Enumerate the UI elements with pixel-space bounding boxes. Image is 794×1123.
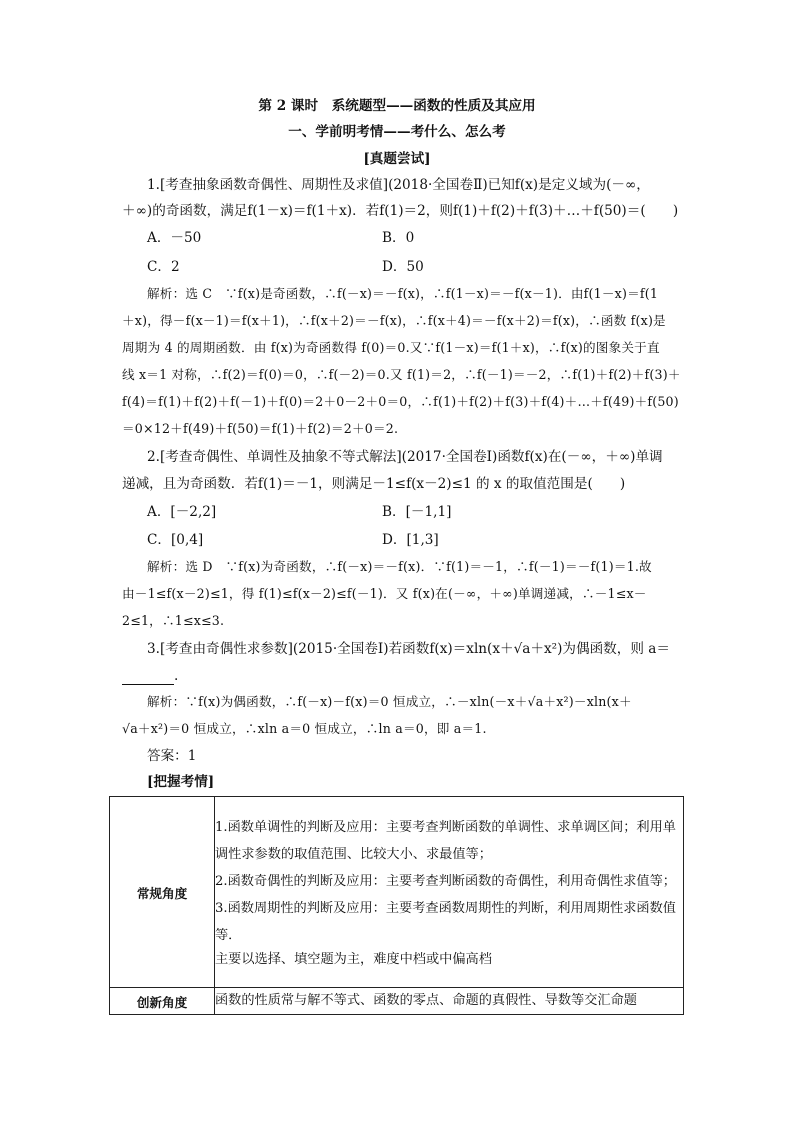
q2-option-c: C．[0,4] [147,532,204,548]
q1-stem-line1: 1.[考查抽象函数奇偶性、周期性及求值](2018·全国卷Ⅱ)已知f(x)是定义域为(－∞， [147,177,650,193]
section-heading: 一、学前明考情——考什么、怎么考 [288,124,506,140]
q3-solution-line1: 解析：∵f(x)为偶函数，∴f(－x)－f(x)＝0 恒成立，∴－xln(－x＋√a＋x²)－xln(x＋ [147,694,632,709]
q1-solution-line5: f(4)＝f(1)＋f(2)＋f(－1)＋f(0)＝2＋0－2＋0＝0，∴f(1)＋f(2)＋f(3)＋f(4)＋…＋f(49)＋f(50) [122,394,679,409]
regular-item-1: 1.函数单调性的判断及应用：主要考查判断函数的单调性、求单调区间；利用单调性求参数的取值范围、比较大小、求最值等； [215,819,676,862]
row-label-regular: 常规角度 [110,797,215,988]
q1-solution-line2: ＋x)，得－f(x－1)＝f(x＋1)，∴f(x＋2)＝－f(x)，∴f(x＋4)＝－f(x＋2)＝f(x)，∴函数 f(x)是 [122,313,666,328]
q1-solution-line1: 解析：选 C ∵f(x)是奇函数，∴f(－x)＝－f(x)，∴f(1－x)＝－f(x－1)．由f(1－x)＝f(1 [147,286,659,301]
lesson-title: 第 2 课时 系统题型——函数的性质及其应用 [258,98,536,114]
exam-analysis-table [109,796,684,1015]
q2-option-a: A．[－2,2] [147,504,217,520]
q3-answer: 答案：1 [147,748,197,764]
table-row [110,797,684,988]
table-row [110,988,684,1015]
regular-item-3: 3.函数周期性的判断及应用：主要考查函数周期性的判断，利用周期性求函数值等． [215,900,676,943]
q1-solution-line3: 周期为 4 的周期函数．由 f(x)为奇函数得 f(0)＝0.又∵f(1－x)＝f(1＋x)，∴f(x)的图象关于直 [122,340,660,355]
q3-stem-line1: 3.[考查由奇偶性求参数](2015·全国卷Ⅰ)若函数f(x)＝xln(x＋√a＋x²)为偶函数，则 a＝ [147,641,670,657]
q1-stem-line2: ＋∞)的奇函数，满足f(1－x)＝f(1＋x)．若f(1)＝2，则f(1)＋f(2)＋f(3)＋…＋f(50)＝( ) [122,203,679,219]
q1-option-d: D．50 [382,259,424,275]
answer-blank [122,671,174,685]
regular-item-4: 主要以选择、填空题为主，难度中档或中偏高档 [215,951,492,967]
grasp-heading: [把握考情] [147,774,215,790]
q2-option-b: B．[－1,1] [382,504,452,520]
q3-stem-period: . [174,668,179,684]
q2-stem-line1: 2.[考查奇偶性、单调性及抽象不等式解法](2017·全国卷Ⅰ)函数f(x)在(－∞，＋∞)单调 [147,449,663,465]
row-label-innovative: 创新角度 [110,988,215,1015]
subsection-heading: [真题尝试] [363,151,431,167]
row-content-regular [215,797,684,988]
q2-stem-line2: 递减，且为奇函数．若f(1)＝－1，则满足－1≤f(x－2)≤1 的 x 的取值范围是( ) [122,476,626,492]
q3-stem-line2 [122,667,178,685]
q2-solution-line1: 解析：选 D ∵f(x)为奇函数，∴f(－x)＝－f(x)．∵f(1)＝－1，∴f(－1)＝－f(1)＝1.故 [147,559,652,574]
row-content-innovative: 函数的性质常与解不等式、函数的零点、命题的真假性、导数等交汇命题 [215,988,684,1015]
q1-solution-line4: 线 x＝1 对称，∴f(2)＝f(0)＝0，∴f(－2)＝0.又 f(1)＝2，∴f(－1)＝－2，∴f(1)＋f(2)＋f(3)＋ [122,367,681,382]
q2-option-d: D．[1,3] [382,532,439,548]
q1-solution-line6: ＝0×12＋f(49)＋f(50)＝f(1)＋f(2)＝2＋0＝2. [122,421,399,436]
q2-solution-line2: 由－1≤f(x－2)≤1，得 f(1)≤f(x－2)≤f(－1)．又 f(x)在(－∞，＋∞)单调递减，∴－1≤x－ [122,586,647,601]
regular-item-2: 2.函数奇偶性的判断及应用：主要考查判断函数的奇偶性，利用奇偶性求值等； [215,873,676,889]
q2-solution-line3: 2≤1，∴1≤x≤3. [122,613,225,628]
q1-option-c: C．2 [147,259,180,275]
q1-option-a: A．－50 [147,230,202,246]
q1-option-b: B．0 [382,230,415,246]
q3-solution-line2: √a＋x²)＝0 恒成立，∴xln a＝0 恒成立，∴ln a＝0，即 a＝1. [122,721,487,736]
